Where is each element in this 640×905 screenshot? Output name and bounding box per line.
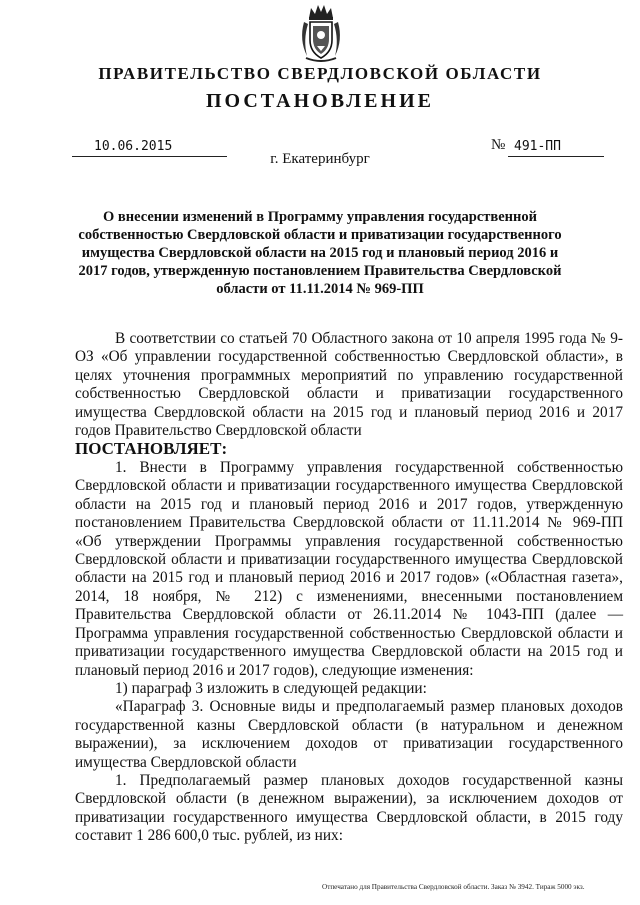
paragraph-subitem-1: 1) параграф 3 изложить в следующей редакции: xyxy=(115,679,427,697)
print-footer: Отпечатано для Правительства Свердловской области. Заказ № 3942. Тираж 5000 экз. xyxy=(322,883,585,891)
number-label: № xyxy=(491,137,506,153)
document-body xyxy=(75,330,623,846)
document-number: 491-ПП xyxy=(508,139,604,157)
document-date: 10.06.2015 xyxy=(72,139,227,157)
city: г. Екатеринбург xyxy=(270,151,370,167)
paragraph-planned-income: 1. Предполагаемый размер плановых доходов государственной казны Свердловской области (в денежном выражении), за исключением доходов от приватизации государственного имущества Свердловской области, в 2015 году составит 1 286 600,0 тыс. рублей, из них: xyxy=(75,771,623,845)
document-kind: ПОСТАНОВЛЕНИЕ xyxy=(206,90,434,112)
document-title: О внесении изменений в Программу управления государственной собственностью Свердловской области и приватизации государственного имущества Свердловской области на 2015 год и плановый период 2016 и 2017 годов, утвержденную постановлением Правительства Свердловской области от 11.11.2014 № 969-ПП xyxy=(78,209,562,297)
paragraph-item-1: 1. Внести в Программу управления государственной собственностью Свердловской области и приватизации государственного имущества Свердловской области на 2015 год и плановый период 2016 и 2017 годов, утвержденную постановлением Правительства Свердловской области от 11.11.2014 № 969-ПП «Об утверждении Программы управления государственной собственностью Свердловской области и приватизации государственного имущества Свердловской области на 2015 год и плановый период 2016 и 2017 годов» («Областная газета», 2014, 18 ноября, № 212) с изменениями, внесенными постановлением Правительства Свердловской области от 26.11.2014 № 1043-ПП (далее — Программа управления государственной собственностью Свердловской области и приватизации государственного имущества Свердловской области на 2015 год и плановый период 2016 и 2017 годов), следующие изменения: xyxy=(75,459,623,679)
paragraph-section-3: «Параграф 3. Основные виды и предполагаемый размер плановых доходов государственной казны Свердловской области (в натуральном и денежном выражении), за исключением доходов от приватизации государственного имущества Свердловской области xyxy=(75,698,623,771)
coat-of-arms-icon xyxy=(298,2,344,64)
government-name: ПРАВИТЕЛЬСТВО СВЕРДЛОВСКОЙ ОБЛАСТИ xyxy=(98,64,542,83)
paragraph-decree: ПОСТАНОВЛЯЕТ: xyxy=(75,439,228,459)
paragraph-preamble: В соответствии со статьей 70 Областного закона от 10 апреля 1995 года № 9-ОЗ «Об управлении государственной собственностью Свердловской области», в целях уточнения программных мероприятий по управлению государственной собственностью Свердловской области и приватизации государственного имущества Свердловской области на 2015 год и плановый период 2016 и 2017 годов Правительство Свердловской области xyxy=(75,330,623,440)
